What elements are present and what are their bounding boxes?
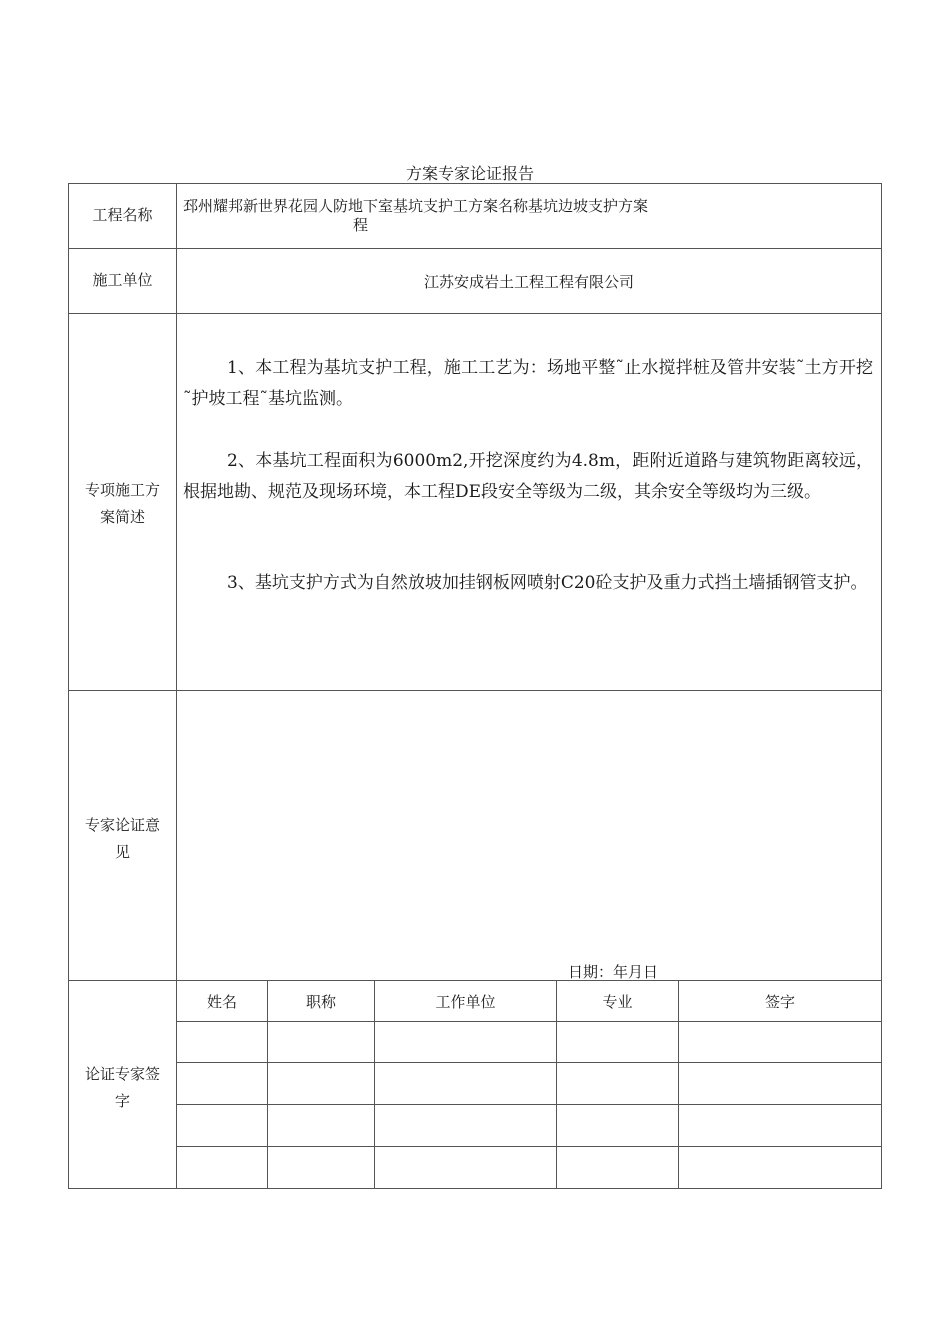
contractor-label: 施工单位 — [92, 271, 153, 289]
row-divider — [68, 980, 882, 981]
signature-row-divider — [176, 1104, 882, 1105]
signature-header-name: 姓名 — [206, 993, 237, 1011]
expert-opinion-label-line1: 专家论证意 — [84, 816, 160, 834]
project-name-label: 工程名称 — [92, 206, 153, 224]
project-name-value-line2: 程 — [353, 216, 369, 234]
table-border-top — [68, 183, 882, 184]
row-divider — [68, 248, 882, 249]
signature-row-divider — [176, 1062, 882, 1063]
expert-opinion-label-line2: 见 — [114, 843, 130, 861]
plan-summary-label-line2: 案简述 — [99, 508, 145, 526]
signature-row-divider — [176, 1146, 882, 1147]
plan-summary-label-line1: 专项施工方 — [84, 481, 160, 499]
table-border-right — [881, 183, 882, 1189]
label-column-divider — [176, 183, 177, 1189]
report-title: 方案专家论证报告 — [405, 164, 534, 183]
plan-summary-item-2: 2、本基坑工程面积为6000m2,开挖深度约为4.8m，距附近道路与建筑物距离较远，根据地勘、规范及现场环境，本工程DE段安全等级为二级，其余安全等级均为三级。 — [183, 451, 873, 502]
signature-header-signature: 签字 — [764, 993, 795, 1011]
expert-opinion-date: 日期：年月日 — [568, 963, 659, 981]
row-divider — [68, 690, 882, 691]
plan-summary-item-1: 1、本工程为基坑支护工程，施工工艺为：场地平整˜止水搅拌桩及管井安装˜土方开挖˜护坡工程˜基坑监测。 — [183, 358, 873, 409]
signatures-label-line1: 论证专家签 — [84, 1065, 160, 1083]
plan-summary-label — [69, 477, 176, 531]
signatures-label — [69, 1061, 176, 1115]
signature-header-title: 职称 — [305, 993, 336, 1011]
table-border-left — [68, 183, 69, 1189]
table-border-bottom — [68, 1188, 882, 1189]
row-divider — [68, 313, 882, 314]
contractor-value: 江苏安成岩土工程工程有限公司 — [423, 273, 634, 291]
expert-opinion-label — [69, 812, 176, 866]
project-name-value: 邳州耀邦新世界花园人防地下室基坑支护工方案名称基坑边坡支护方案 — [183, 197, 649, 215]
plan-summary-item-3: 3、基坑支护方式为自然放坡加挂钢板网喷射C20砼支护及重力式挡土墙插钢管支护。 — [227, 573, 868, 593]
signature-row-divider — [176, 1021, 882, 1022]
signature-header-employer: 工作单位 — [435, 993, 496, 1011]
signature-header-specialty: 专业 — [602, 993, 633, 1011]
signatures-label-line2: 字 — [114, 1092, 130, 1110]
